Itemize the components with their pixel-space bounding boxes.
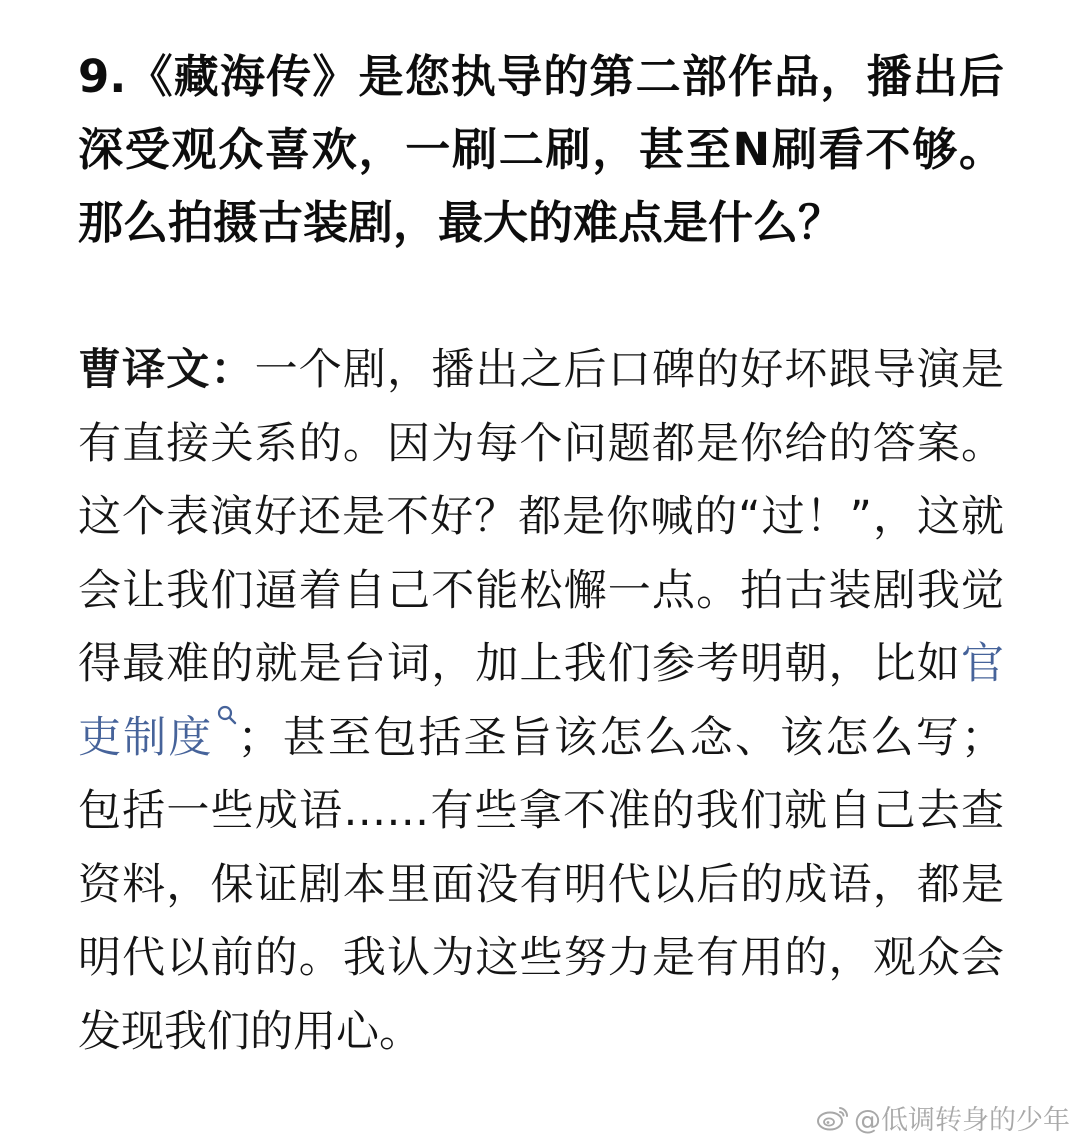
answer-text-part2: ；甚至包括圣旨该怎么念、该怎么写；包括一些成语……有些拿不准的我们就自己去查资料，保证剧本里面没有明代以后的成语，都是明代以前的。我认为这些努力是有用的，观众会发现我们的用心。 (78, 712, 1005, 1057)
watermark-handle: @低调转身的少年 (854, 1105, 1070, 1136)
watermark (816, 1098, 1070, 1137)
interview-answer (78, 334, 1004, 1069)
keyword-link-text[interactable]: 官吏制度 (78, 639, 1004, 763)
answer-text-part1: 一个剧，播出之后口碑的好坏跟导演是有直接关系的。因为每个问题都是你给的答案。这个表演好还是不好？都是你喊的“过！”，这就会让我们逼着自己不能松懈一点。拍古装剧我觉得最难的就是台词，加上我们参考明朝，比如 (78, 345, 1005, 689)
interview-question: 9.《藏海传》是您执导的第二部作品，播出后深受观众喜欢，一刷二刷，甚至N刷看不够。那么拍摄古装剧，最大的难点是什么？ (78, 50, 1004, 249)
article (78, 40, 1004, 1069)
speaker-label: 曹译文： (78, 345, 255, 395)
weibo-logo-icon (816, 1104, 850, 1132)
search-icon[interactable] (216, 704, 238, 734)
